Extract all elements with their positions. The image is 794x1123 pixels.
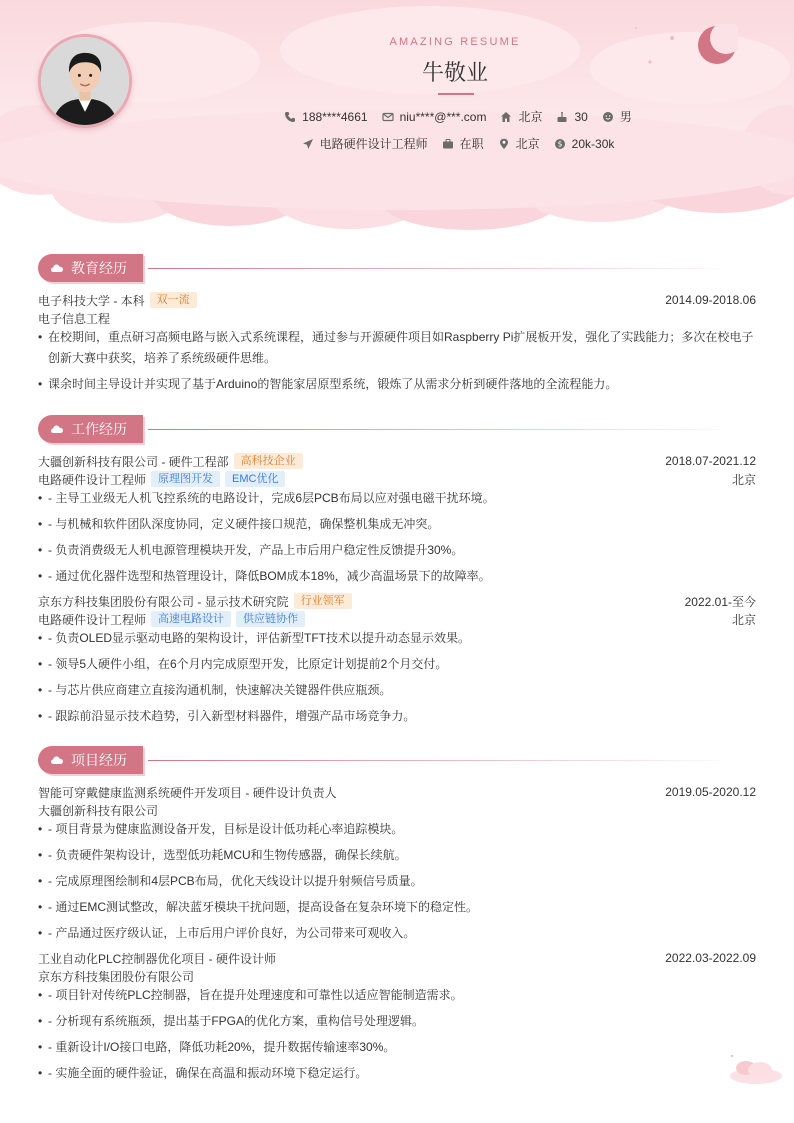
work-title: 工作经历: [71, 421, 127, 437]
job-1-tag: 高科技企业: [234, 453, 303, 469]
job-2-skill-1: 高速电路设计: [151, 611, 231, 627]
cloud-icon: [50, 261, 64, 275]
job-1-dates: 2018.07-2021.12: [665, 454, 756, 468]
phone-text: 188****4661: [302, 109, 368, 124]
work-divider: [148, 429, 720, 430]
job-intent-row: [0, 135, 794, 152]
job-1-city: 北京: [731, 472, 756, 487]
list-item: • - 项目针对传统PLC控制器，旨在提升处理速度和可靠性以适应智能制造需求。: [38, 985, 756, 1006]
cloud-icon: [50, 422, 64, 436]
list-item: • - 产品通过医疗级认证，上市后用户评价良好，为公司带来可观收入。: [38, 923, 756, 944]
job-1-role-row: [38, 470, 756, 488]
school-name: 电子科技大学 - 本科: [38, 293, 145, 308]
education-divider: [148, 268, 720, 269]
job-2-company: 京东方科技集团股份有限公司 - 显示技术研究院: [38, 594, 289, 609]
education-bullets: [38, 327, 756, 400]
list-item: • - 重新设计I/O接口电路，降低功耗20%，提升数据传输速率30%。: [38, 1037, 756, 1058]
list-item: • - 与芯片供应商建立直接沟通机制，快速解决关键器件供应瓶颈。: [38, 680, 756, 701]
job-1-skill-1: 原理图开发: [151, 471, 220, 487]
contact-row: [0, 108, 794, 125]
job-1-company: 大疆创新科技有限公司 - 硬件工程部: [38, 454, 229, 469]
project-2-org: 京东方科技集团股份有限公司: [38, 969, 195, 984]
phone-info: [284, 110, 367, 124]
job-2-city: 北京: [731, 612, 756, 627]
status-info: [442, 135, 484, 152]
education-entry-header: [38, 291, 756, 309]
email-info: [382, 110, 487, 124]
send-icon: [302, 138, 314, 150]
position-text: 电路硬件设计工程师: [319, 137, 428, 151]
job-2-skill-2: 供应链协作: [236, 611, 305, 627]
name-underline: [438, 93, 474, 95]
job-2-role-row: [38, 610, 756, 628]
email-text: niu****@***.com: [399, 109, 487, 124]
list-item: • - 负责OLED显示驱动电路的架构设计，评估新型TFT技术以提升动态显示效果。: [38, 628, 756, 649]
projects-section-header: [38, 745, 143, 775]
project-1-header: [38, 783, 756, 801]
list-item: • - 与机械和软件团队深度协同，定义硬件接口规范，确保整机集成无冲突。: [38, 514, 756, 535]
gender-info: [602, 108, 632, 125]
job-1-role: 电路硬件设计工程师: [38, 472, 147, 487]
home-icon: [500, 111, 512, 123]
project-2-org-row: [38, 967, 756, 985]
job-1-skill-2: EMC优化: [225, 471, 285, 487]
projects-divider: [148, 760, 720, 761]
education-dates: 2014.09-2018.06: [665, 293, 756, 307]
project-1-name: 智能可穿戴健康监测系统硬件开发项目 - 硬件设计负责人: [38, 785, 337, 800]
job-2-tag: 行业领军: [294, 593, 352, 609]
project-1-dates: 2019.05-2020.12: [665, 785, 756, 799]
list-item: • - 主导工业级无人机飞控系统的电路设计，完成6层PCB布局以应对强电磁干扰环境。: [38, 488, 756, 509]
project-1-bullets: [38, 819, 756, 949]
list-item: • - 分析现有系统瓶颈，提出基于FPGA的优化方案，重构信号处理逻辑。: [38, 1011, 756, 1032]
education-title: 教育经历: [71, 260, 127, 276]
work-title-pill: [38, 415, 143, 443]
project-2-bullets: [38, 985, 756, 1089]
list-item: • - 跟踪前沿显示技术趋势，引入新型材料器件，增强产品市场竞争力。: [38, 706, 756, 727]
major-name: 电子信息工程: [38, 311, 111, 326]
list-item: • - 项目背景为健康监测设备开发，目标是设计低功耗心率追踪模块。: [38, 819, 756, 840]
job-2-role: 电路硬件设计工程师: [38, 612, 147, 627]
gender-text: 男: [619, 110, 632, 124]
list-item: • - 领导5人硬件小组，在6个月内完成原型开发，比原定计划提前2个月交付。: [38, 654, 756, 675]
list-item: • 在校期间，重点研习高频电路与嵌入式系统课程，通过参与开源硬件项目如Raspberry Pi扩展板开发，强化了实践能力；多次在校电子创新大赛中获奖，培养了系统级硬件思维。: [38, 327, 756, 369]
salary-text: 20k-30k: [571, 136, 615, 151]
job-2-bullets: [38, 628, 756, 732]
age-info: [556, 110, 587, 124]
list-item: • - 负责硬件架构设计，选型低功耗MCU和生物传感器，确保长续航。: [38, 845, 756, 866]
list-item: • - 实施全面的硬件验证，确保在高温和振动环境下稳定运行。: [38, 1063, 756, 1084]
work-section-header: [38, 414, 143, 444]
briefcase-icon: [442, 138, 454, 150]
projects-title-pill: [38, 746, 143, 774]
project-2-name: 工业自动化PLC控制器优化项目 - 硬件设计师: [38, 951, 277, 966]
age-text: 30: [574, 109, 588, 124]
home-text: 北京: [518, 110, 543, 124]
candidate-name: 牛敬业: [421, 61, 488, 86]
projects-title: 项目经历: [71, 752, 127, 768]
job-1-header: [38, 452, 756, 470]
status-text: 在职: [459, 137, 484, 151]
list-item: • - 负责消费级无人机电源管理模块开发，产品上市后用户稳定性反馈提升30%。: [38, 540, 756, 561]
resume-subtitle: AMAZING RESUME: [389, 36, 521, 48]
smile-icon: [602, 111, 614, 123]
phone-icon: [284, 111, 296, 123]
svg-text:$: $: [557, 139, 563, 149]
education-section-header: [38, 253, 143, 283]
cake-icon: [556, 111, 568, 123]
decorative-cloud-icon: [726, 1052, 786, 1086]
location-icon: [498, 138, 510, 150]
project-1-org: 大疆创新科技有限公司: [38, 803, 159, 818]
education-title-pill: [38, 254, 143, 282]
job-2-header: [38, 592, 756, 610]
project-1-org-row: [38, 801, 756, 819]
city-info: [498, 135, 540, 152]
mail-icon: [382, 111, 394, 123]
home-info: [500, 108, 542, 125]
list-item: • 课余时间主导设计并实现了基于Arduino的智能家居原型系统，锻炼了从需求分析到硬件落地的全流程能力。: [38, 374, 756, 395]
salary-info: [554, 137, 615, 151]
list-item: • - 通过EMC测试整改，解决蓝牙模块干扰问题，提高设备在复杂环境下的稳定性。: [38, 897, 756, 918]
cloud-icon: [50, 753, 64, 767]
project-2-dates: 2022.03-2022.09: [665, 951, 756, 965]
position-info: [302, 135, 428, 152]
job-2-dates: 2022.01-至今: [684, 594, 756, 609]
list-item: • - 完成原理图绘制和4层PCB布局，优化天线设计以提升射频信号质量。: [38, 871, 756, 892]
list-item: • - 通过优化器件选型和热管理设计，降低BOM成本18%，减少高温场景下的故障率。: [38, 566, 756, 587]
job-1-bullets: [38, 488, 756, 592]
city-text: 北京: [515, 137, 540, 151]
project-2-header: [38, 949, 756, 967]
salary-icon: [554, 138, 566, 150]
education-major-row: [38, 309, 756, 327]
school-tag: 双一流: [150, 292, 197, 308]
